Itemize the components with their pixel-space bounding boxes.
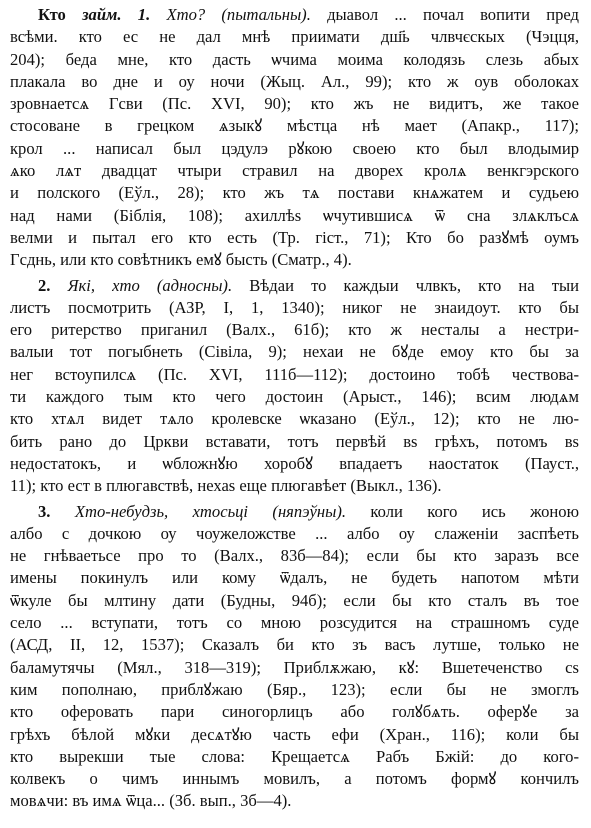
- body-text: дыавол ... почал вопити пред: [310, 5, 579, 24]
- text-line: [10, 408, 579, 430]
- emphasis-text: Хто-небудзь, хтосьці (няпэўны).: [74, 501, 347, 521]
- body-text: имены покинулъ или кому ѿдалъ, не будеть напотом мѣти: [10, 568, 579, 588]
- text-line: [10, 431, 579, 453]
- body-text: листъ посмотрить (АЗР, I, 1, 1340); никог не знаидоут. кто бы: [10, 297, 579, 317]
- body-text: кто вырекши тые слова: Крещаетсѧ Рабъ Бжій: до кого-: [10, 746, 579, 766]
- text-line: [10, 612, 579, 634]
- body-text: Вѣдаи то каждыи члвкъ, кто на тыи: [232, 275, 579, 295]
- emphasis-text: Кто: [38, 5, 83, 24]
- text-line: [10, 364, 579, 386]
- text-line: [10, 657, 579, 679]
- text-line: [10, 71, 579, 93]
- body-text: колвекъ о чимъ иннымъ мовилъ, а потомъ формꙋ кончилъ: [10, 769, 579, 789]
- text-line: [10, 701, 579, 723]
- body-text: 204); беда мне, кто дасть ѡчима моима колодязь слезь абых: [10, 49, 579, 69]
- text-line: [10, 634, 579, 656]
- text-line: [10, 319, 579, 341]
- text-line: [10, 453, 579, 475]
- body-text: нег встоупилсѧ (Пс. XVI, 111б—112); достоино тобѣ чествова-: [10, 364, 579, 384]
- body-text: его ритерство приганил (Валх., 61б); кто ж несталы а нестри-: [10, 320, 579, 340]
- entry-paragraph-2: [10, 275, 579, 498]
- body-text: албо с дочкою оу чоужеложстве ... албо оу слаженіи заспѣеть: [10, 523, 579, 543]
- body-text: ѧко лѧт двадцат чтыри стравил на дворех кролѧ венкгэрского: [10, 161, 579, 181]
- emphasis-text: Хто? (пытальны).: [166, 5, 311, 24]
- entry-paragraph-1: [10, 4, 579, 272]
- body-text: не гнѣваетьсе про то (Валх., 83б—84); если бы кто заразъ все: [10, 546, 579, 566]
- text-line: [10, 746, 579, 768]
- text-line: [10, 297, 579, 319]
- body-text: Гсднь, или кто совѣтникъ емꙋ бысть (Сматр., 4).: [10, 250, 352, 270]
- body-text: село ... вступати, тотъ со мною розсудится на страшномъ суде: [10, 613, 579, 633]
- text-line: [10, 115, 579, 137]
- body-text: ким пополнаю, приблꙋжаю (Бяр., 123); если бы не змоглъ: [10, 679, 579, 699]
- body-text: стосоване в грецком ѧзыкꙋ мѣстца нѣ мает (Апакр., 117);: [10, 116, 579, 136]
- text-line: [10, 501, 579, 523]
- entry-paragraph-3: [10, 501, 579, 813]
- body-text: баламутячы (Мял., 318—319); Приблѫжаю, кꙋ: Вшетеченство сѕ: [10, 657, 579, 677]
- text-line: [10, 545, 579, 567]
- body-text: грѣхъ бѣлой мꙋки десѧтꙋю часть ефи (Хран., 116); коли бы: [10, 724, 579, 744]
- text-line: [10, 160, 579, 182]
- text-line: [10, 523, 579, 545]
- text-line: [10, 590, 579, 612]
- text-line: [10, 724, 579, 746]
- emphasis-text: 3.: [38, 501, 75, 521]
- text-line: [10, 475, 579, 497]
- body-text: плакала во дне и оу ночи (Жыц. Ал., 99); кто ж оув оболоках: [10, 71, 579, 91]
- text-line: [10, 26, 579, 48]
- body-text: ти каждого тым кто чего достоин (Арыст., 146); всим людѧм: [10, 387, 579, 407]
- text-line: [10, 386, 579, 408]
- body-text: кто хтѧл видет тѧло кролевске ѡказано (Еўл., 12); кто не лю-: [10, 409, 579, 429]
- body-text: зровнаетсѧ Гсви (Пс. XVI, 90); кто жъ не видитъ, же такое: [10, 94, 579, 114]
- body-text: мовѧчи: въ имѧ ѿца... (Зб. вып., 3б—4).: [10, 791, 292, 811]
- text-line: [10, 768, 579, 790]
- body-text: коли кого ись жоною: [346, 501, 579, 521]
- body-text: валыи тот погыбнеть (Сівіла, 9); нехаи не бꙋде емоу кто бы за: [10, 342, 579, 362]
- body-text: всѣми. кто ес не дал мнѣ приимати дш҃ь члвчєскых (Чэцця,: [10, 27, 579, 47]
- body-text: 11); кто ест в плюгавствѣ, нехаѕ еще плюгавѣет (Выкл., 136).: [10, 476, 442, 496]
- body-text: недостатокъ, и ѡбложнꙋю хоробꙋ впадаетъ наостаток (Пауст.,: [10, 453, 579, 473]
- body-text: (АСД, II, 12, 1537); Сказалъ би кто зъ васъ лутше, только не: [10, 635, 579, 655]
- text-line: [10, 227, 579, 249]
- body-text: крол ... написал был цэдулэ рꙋкою своею кто был влодымир: [10, 138, 579, 158]
- text-line: [10, 138, 579, 160]
- text-line: [10, 341, 579, 363]
- text-line: [10, 567, 579, 589]
- text-line: [10, 249, 579, 271]
- text-line: [10, 275, 579, 297]
- text-line: [10, 182, 579, 204]
- emphasis-text: 2.: [38, 275, 68, 295]
- text-line: [10, 790, 579, 812]
- text-line: [10, 679, 579, 701]
- text-line: [10, 93, 579, 115]
- text-line: [10, 4, 579, 26]
- body-text: бить рано до Цркви вставати, тотъ первѣй вѕ грѣхъ, потомъ вѕ: [10, 431, 579, 451]
- emphasis-text: Які, хто (адносны).: [67, 275, 233, 295]
- body-text: велми и пытал его кто есть (Тр. гіст., 71); Кто бо разꙋмѣ оумъ: [10, 227, 579, 247]
- body-text: ѿкуле бы млтину дати (Будны, 94б); если бы кто сталъ въ тое: [10, 590, 579, 610]
- text-line: [10, 49, 579, 71]
- body-text: и полского (Еўл., 28); кто жъ тѧ постави кнѧжатем и судьею: [10, 183, 579, 203]
- body-text: над нами (Біблія, 108); ахиллѣѕ ѡчутившисѧ ѿ сна злѧклъсѧ: [10, 205, 579, 225]
- text-line: [10, 205, 579, 227]
- body-text: кто оферовать пари синогорлицъ або голꙋбѧть. оферꙋе за: [10, 702, 579, 722]
- emphasis-text: займ. 1.: [82, 5, 167, 24]
